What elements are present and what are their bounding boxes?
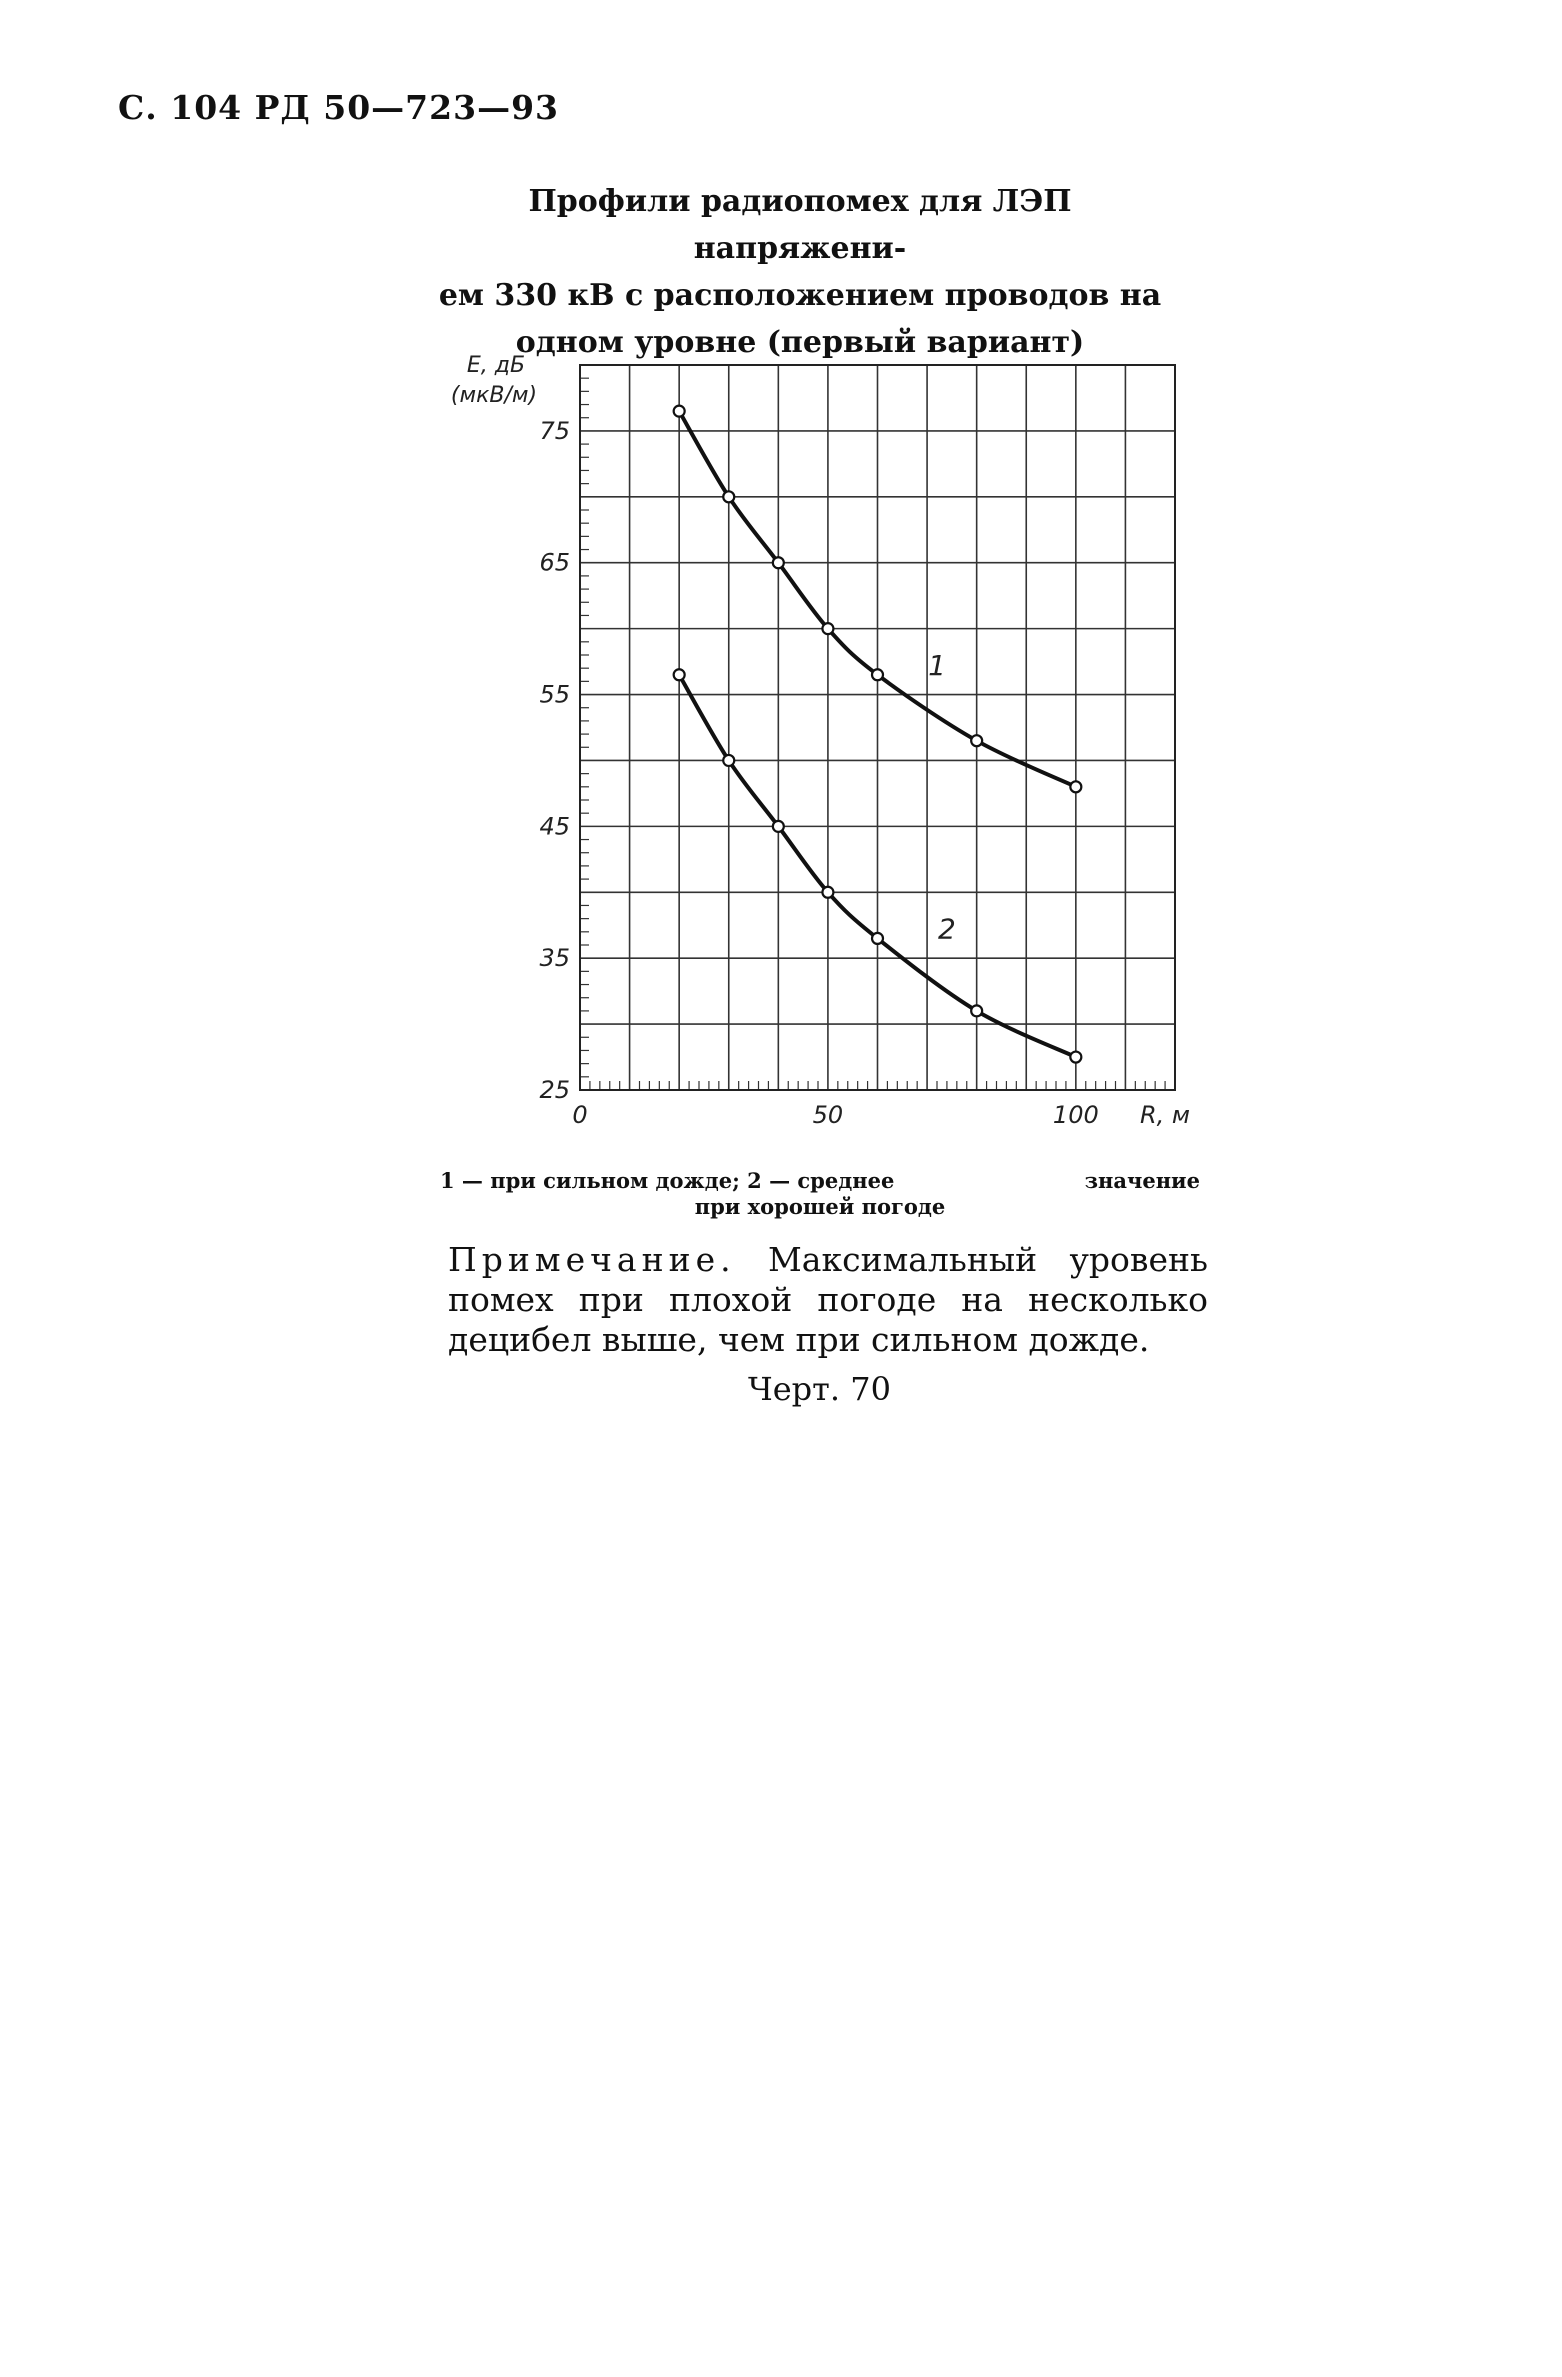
x-tick-label: 100 [1052,1101,1099,1129]
data-point-series-2 [674,669,685,680]
note-text: Максимальный уровень помех при плохой погоде на несколько децибел выше, чем при сильном дожде. [448,1240,1208,1359]
data-point-series-2 [822,887,833,898]
chart-title-line-1: Профили радиопомех для ЛЭП напряжени- [528,184,1072,266]
data-point-series-1 [674,406,685,417]
chart-title-line-2: ем 330 кВ с расположением проводов на [438,278,1162,313]
data-point-series-1 [872,669,883,680]
note-lead: Примечание. [448,1240,736,1279]
y-axis-label-line-2: (мкВ/м) [450,383,538,408]
data-point-series-2 [723,755,734,766]
y-tick-label: 25 [539,1076,570,1104]
legend-part-1: 1 — при сильном дожде; 2 — среднее [440,1168,895,1193]
note [448,1240,1208,1360]
series-label-1: 1 [928,648,946,682]
legend [440,1168,1200,1220]
data-point-series-2 [872,933,883,944]
legend-part-3: при хорошей погоде [694,1194,946,1219]
y-tick-label: 35 [539,944,570,973]
x-tick-label: 50 [812,1101,844,1129]
data-point-series-2 [1070,1052,1081,1063]
data-point-series-1 [723,491,734,502]
figure-label: Черт. 70 [748,1370,891,1408]
y-tick-label: 55 [539,680,570,709]
series-label-2: 2 [938,912,956,946]
x-tick-label: 0 [572,1101,588,1129]
minor-ticks [580,378,1165,1090]
data-point-series-2 [773,821,784,832]
data-point-series-2 [971,1005,982,1016]
chart [0,0,1562,1160]
page-header: С. 104 РД 50—723—93 [118,88,559,127]
data-point-series-1 [822,623,833,634]
legend-part-2: значение [1084,1168,1200,1193]
chart-grid [580,365,1175,1090]
y-tick-label: 45 [539,812,570,841]
data-point-series-1 [1070,781,1081,792]
data-point-series-1 [971,735,982,746]
tick-layer [539,417,1098,1129]
x-axis-label: R, м [1140,1101,1191,1129]
chart-title-line-3: одном уровне (первый вариант) [515,325,1085,360]
data-point-series-1 [773,557,784,568]
y-tick-label: 75 [539,416,570,445]
y-tick-label: 65 [539,548,570,577]
y-axis-label-line-1: E, дБ [466,353,526,378]
